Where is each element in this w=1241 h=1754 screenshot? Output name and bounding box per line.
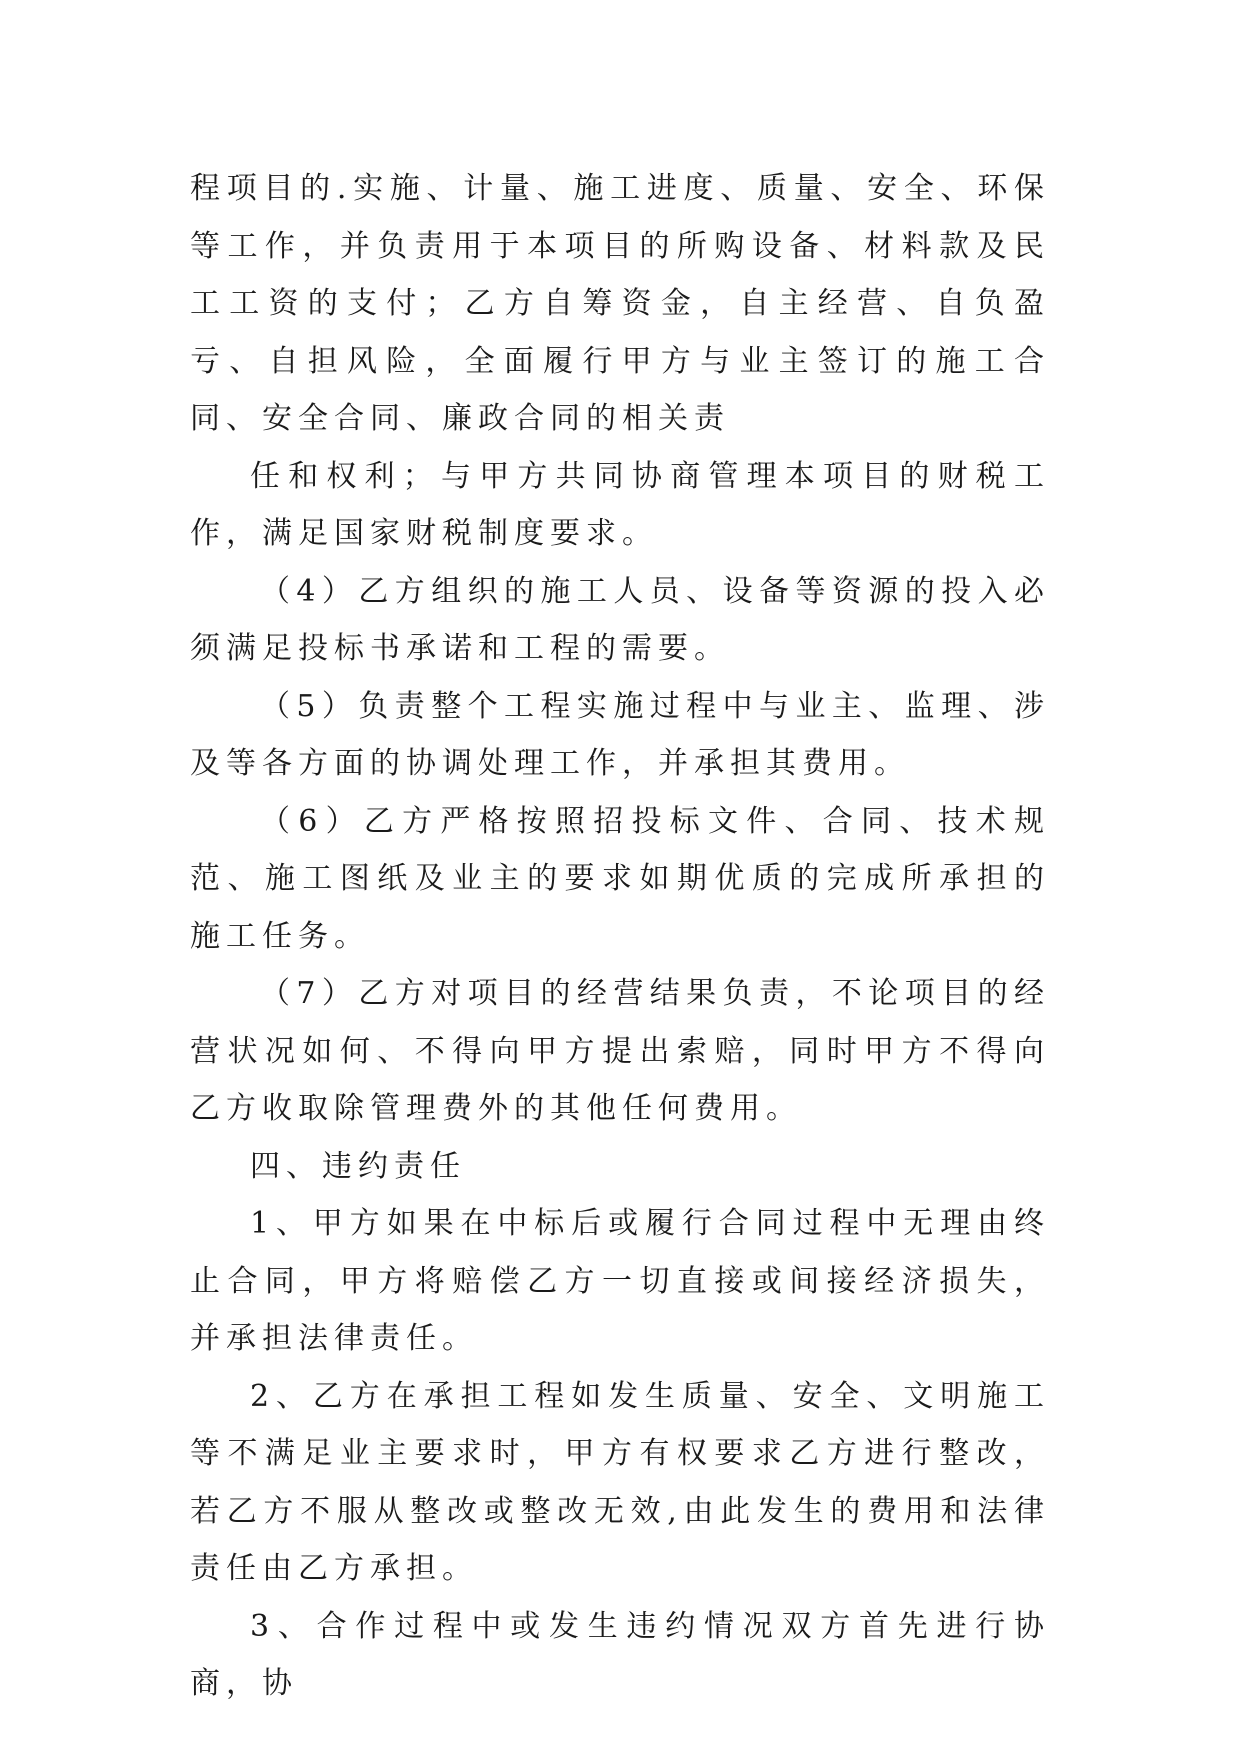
paragraph-clause-7: （7）乙方对项目的经营结果负责，不论项目的经营状况如何、不得向甲方提出索赔，同时甲方不得向乙方收取除管理费外的其他任何费用。 <box>190 976 1050 1126</box>
paragraph-breach-1: 1、甲方如果在中标后或履行合同过程中无理由终止合同，甲方将赔偿乙方一切直接或间接经济损失，并承担法律责任。 <box>190 1206 1050 1356</box>
paragraph-clause-6: （6）乙方严格按照招投标文件、合同、技术规范、施工图纸及业主的要求如期优质的完成所承担的施工任务。 <box>190 803 1050 954</box>
paragraph-clause-5: （5）负责整个工程实施过程中与业主、监理、涉及等各方面的协调处理工作，并承担其费用。 <box>190 688 1050 781</box>
document-body <box>190 160 1050 1713</box>
section-heading-breach-liability: 四、违约责任 <box>250 1148 466 1184</box>
paragraph-breach-3: 3、合作过程中或发生违约情况双方首先进行协商，协 <box>190 1608 1050 1701</box>
paragraph-clause-4: （4）乙方组织的施工人员、设备等资源的投入必须满足投标书承诺和工程的需要。 <box>190 573 1050 666</box>
paragraph-continued-responsibilities: 程项目的.实施、计量、施工进度、质量、安全、环保等工作，并负责用于本项目的所购设备、材料款及民工工资的支付；乙方自筹资金，自主经营、自负盈亏、自担风险，全面履行甲方与业主签订的施工合同、安全合同、廉政合同的相关责 <box>190 171 1050 436</box>
paragraph-rights-and-tax: 任和权利；与甲方共同协商管理本项目的财税工作，满足国家财税制度要求。 <box>190 458 1050 551</box>
paragraph-breach-2: 2、乙方在承担工程如发生质量、安全、文明施工等不满足业主要求时，甲方有权要求乙方进行整改，若乙方不服从整改或整改无效,由此发生的费用和法律责任由乙方承担。 <box>190 1378 1050 1586</box>
